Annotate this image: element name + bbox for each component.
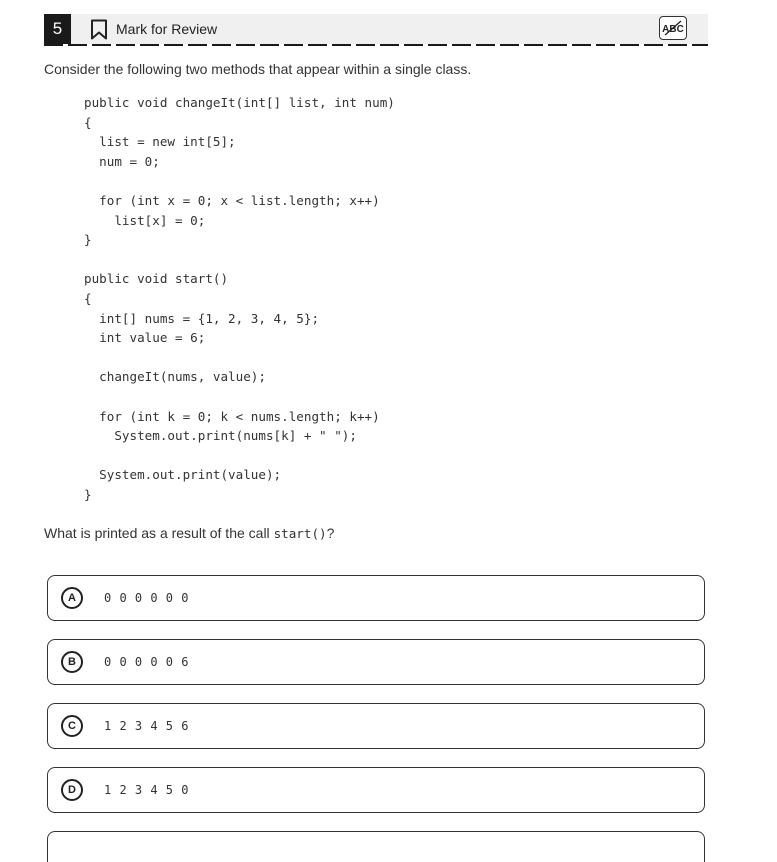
- choice-b-text: 0 0 0 0 0 6: [104, 655, 189, 669]
- question-text-before: What is printed as a result of the call: [44, 525, 274, 541]
- choice-c[interactable]: [47, 703, 705, 749]
- choice-d[interactable]: [47, 767, 705, 813]
- choice-a-letter: A: [61, 587, 83, 609]
- mark-for-review-label[interactable]: Mark for Review: [116, 21, 218, 37]
- abc-strikethrough-icon: [660, 17, 686, 39]
- choice-b-letter: B: [61, 651, 83, 673]
- answer-eliminator-button[interactable]: [659, 16, 687, 40]
- bookmark-icon[interactable]: [90, 19, 108, 40]
- choice-d-letter: D: [61, 779, 83, 801]
- choice-a-text: 0 0 0 0 0 0: [104, 591, 189, 605]
- question-text-after: ?: [326, 525, 335, 541]
- abc-text: ABC: [662, 24, 684, 35]
- question-code: start(): [273, 526, 327, 541]
- choice-c-text: 1 2 3 4 5 6: [104, 719, 189, 733]
- choice-d-text: 1 2 3 4 5 0: [104, 783, 189, 797]
- choice-e-partial[interactable]: [47, 831, 705, 862]
- code-block: public void changeIt(int[] list, int num) { list = new int[5]; num = 0; for (int x = 0; x < list.length; x++) list[x] = 0; } public void start() { int[] nums = {1, 2, 3, 4, 5}; int value = 6; changeIt(nums, value); for (int k = 0; k < nums.length; k++) System.out.print(nums[k] + " "); System.out.print(value); }: [84, 95, 395, 502]
- choice-a[interactable]: [47, 575, 705, 621]
- choice-b[interactable]: [47, 639, 705, 685]
- question-number: 5: [44, 14, 71, 44]
- header-divider: [44, 44, 708, 46]
- choice-c-letter: C: [61, 715, 83, 737]
- question-header: [44, 14, 708, 44]
- question-text: [44, 523, 334, 544]
- question-prompt: Consider the following two methods that appear within a single class.: [44, 61, 472, 77]
